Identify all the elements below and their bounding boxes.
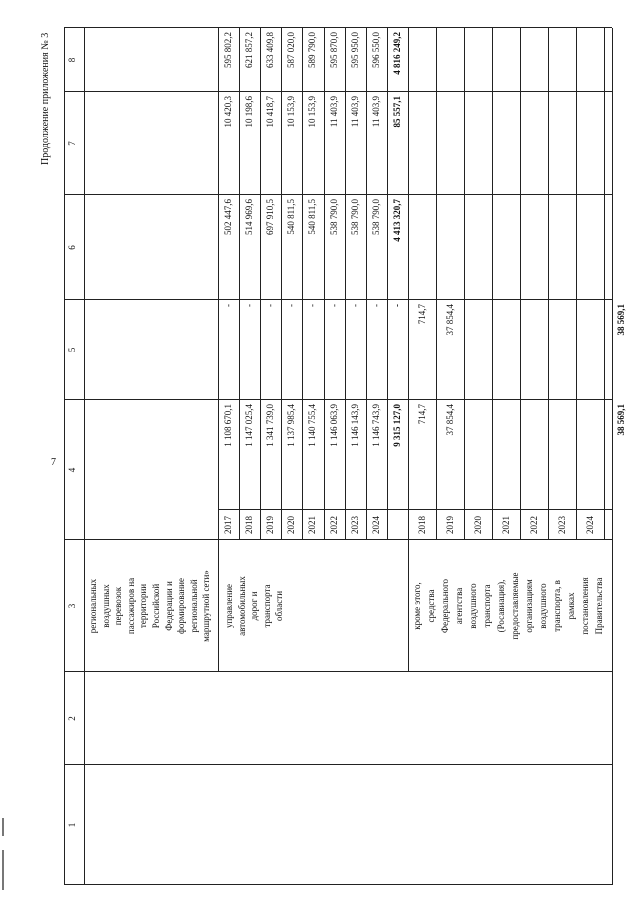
year-cell: 2019 (445, 516, 455, 534)
value-cell: - (328, 304, 339, 307)
value-cell: 1 146 063,9 (328, 404, 339, 447)
value-cell: 596 550,0 (370, 32, 381, 68)
column-rule (64, 671, 612, 672)
table-border (64, 28, 65, 885)
value-cell: 11 403,9 (370, 96, 381, 128)
value-cell: - (370, 304, 381, 307)
value-cell: 1 146 743,9 (370, 404, 381, 447)
value-cell: 10 153,9 (286, 96, 297, 128)
value-cell: - (286, 304, 297, 307)
row1-text-line: региональной (188, 579, 199, 633)
total-cell: 38 569,1 (616, 304, 626, 336)
value-cell: 37 854,4 (445, 404, 455, 436)
value-cell: 595 802,2 (223, 32, 233, 68)
row1-text-line: Российской (151, 583, 161, 629)
row3-text-line: агентства (454, 587, 464, 625)
table-border (64, 884, 612, 885)
row1-text-line: территории (138, 583, 149, 629)
year-cell: 2021 (307, 516, 318, 534)
column-number: 6 (67, 245, 77, 250)
year-column-rule (218, 509, 612, 510)
value-cell: 502 447,6 (223, 199, 233, 235)
sub-row-rule (436, 28, 437, 540)
column-number: 4 (67, 467, 77, 473)
row2-text-line: области (274, 590, 285, 622)
value-cell: 1 341 739,0 (265, 404, 276, 447)
value-cell: - (223, 304, 233, 307)
year-cell: 2019 (265, 516, 276, 534)
row2-text-line: дорог и (249, 591, 260, 621)
year-cell: 2020 (286, 516, 297, 534)
sub-row-rule (281, 28, 282, 540)
sub-row-rule (302, 28, 303, 540)
row-rule (218, 28, 219, 672)
row1-text-line: воздушных (100, 584, 111, 628)
row1-text-line: пассажиров на (125, 577, 136, 635)
year-cell: 2021 (501, 516, 511, 534)
value-cell: 714,7 (417, 304, 427, 325)
year-cell: 2017 (223, 516, 233, 534)
sub-row-rule (260, 28, 261, 540)
row3-text-line: воздушного (538, 583, 548, 629)
row2-text-line: управление (224, 583, 234, 629)
row3-text-line: постановления (580, 577, 590, 635)
value-cell: 1 146 143,9 (349, 404, 360, 447)
year-cell: 2018 (244, 516, 255, 534)
sub-row-rule (345, 28, 346, 540)
total-cell: - (391, 304, 402, 307)
value-cell: 10 418,7 (265, 96, 276, 128)
total-cell: 4 816 249,2 (391, 32, 402, 75)
column-number: 7 (67, 141, 77, 146)
value-cell: 540 811,5 (286, 199, 297, 235)
total-cell: 4 413 320,7 (391, 199, 402, 242)
value-cell: 37 854,4 (445, 304, 455, 336)
column-number: 2 (67, 716, 77, 721)
sub-row-rule (576, 28, 577, 540)
value-cell: 10 198,6 (244, 96, 255, 128)
row2-text-line: транспорта (261, 584, 272, 628)
value-cell: 595 870,0 (328, 32, 339, 68)
value-cell: - (349, 304, 360, 307)
sub-row-rule (492, 28, 493, 540)
year-cell: 2023 (349, 516, 360, 534)
row3-text-line: транспорта (482, 584, 492, 628)
row1-text-line: региональных (88, 578, 98, 634)
row-rule (408, 28, 409, 672)
row2-text-line: автомобильных (236, 576, 247, 636)
year-cell: 2020 (473, 516, 483, 534)
value-cell: 540 811,5 (307, 199, 318, 235)
year-cell: 2024 (585, 516, 595, 534)
value-cell: 589 790,0 (307, 32, 318, 68)
total-cell: 38 569,1 (616, 404, 626, 436)
column-number: 1 (67, 822, 77, 828)
value-cell: 538 790,0 (349, 199, 360, 235)
table-border (612, 28, 613, 885)
row3-text-line: предоставляемые (510, 572, 520, 640)
sub-row-rule (324, 28, 325, 540)
row3-text-line: кроме этого, (412, 582, 422, 630)
value-cell: 11 403,9 (328, 96, 339, 128)
value-cell: - (265, 304, 276, 307)
year-cell: 2023 (557, 516, 567, 534)
value-cell: 1 140 755,4 (307, 404, 318, 447)
value-cell: 1 137 985,4 (286, 404, 297, 447)
row3-text-line: транспорта, в (552, 580, 562, 632)
column-number: 3 (67, 603, 77, 609)
row1-text-line: формирование (176, 578, 187, 634)
year-cell: 2022 (328, 516, 339, 534)
row3-text-line: (Росавиация), (496, 579, 506, 633)
row3-text-line: Правительства (594, 577, 604, 635)
row1-text-line: перевозок (113, 586, 124, 626)
value-cell: 595 950,0 (349, 32, 360, 68)
sub-row-rule (520, 28, 521, 540)
column-number: 5 (67, 347, 77, 353)
value-cell: 697 910,5 (265, 199, 276, 235)
table-border (64, 27, 612, 28)
value-cell: 1 108 670,1 (223, 404, 233, 447)
row3-text-line: Федерального (440, 579, 450, 634)
value-cell: - (307, 304, 318, 307)
total-cell: 85 557,1 (391, 96, 402, 128)
table-rule (84, 28, 85, 885)
row3-text-line: организациям (524, 579, 534, 633)
row3-text-line: рамках (566, 592, 576, 620)
row3-text-line: воздушного (468, 583, 478, 629)
sub-row-rule (239, 28, 240, 540)
sub-row-rule (548, 28, 549, 540)
column-number: 8 (67, 57, 77, 63)
value-cell: 587 020,0 (286, 32, 297, 68)
page-number: 7 (51, 457, 56, 468)
year-cell: 2022 (529, 516, 539, 534)
column-rule (64, 764, 612, 765)
value-cell: 1 147 025,4 (244, 404, 255, 447)
total-cell: 9 315 127,0 (391, 404, 402, 447)
sub-row-rule (366, 28, 367, 540)
value-cell: 10 420,3 (223, 96, 233, 128)
row1-text-line: маршрутной сети» (201, 570, 212, 642)
value-cell: 538 790,0 (328, 199, 339, 235)
value-cell: - (244, 304, 255, 307)
sub-row-rule (464, 28, 465, 540)
year-cell: 2018 (417, 516, 427, 534)
row3-text-line: средства (426, 589, 436, 623)
sub-row-rule (387, 28, 388, 540)
appendix-caption: Продолжение приложения № 3 (40, 32, 51, 165)
value-cell: 538 790,0 (370, 199, 381, 235)
value-cell: 11 403,9 (349, 96, 360, 128)
year-cell: 2024 (370, 516, 381, 534)
row1-text-line: Федерации и (163, 581, 174, 631)
value-cell: 633 409,8 (265, 32, 276, 68)
sub-row-rule (604, 28, 605, 540)
value-cell: 714,7 (417, 404, 427, 425)
value-cell: 621 857,2 (244, 32, 255, 68)
value-cell: 514 969,6 (244, 199, 255, 235)
value-cell: 10 153,9 (307, 96, 318, 128)
